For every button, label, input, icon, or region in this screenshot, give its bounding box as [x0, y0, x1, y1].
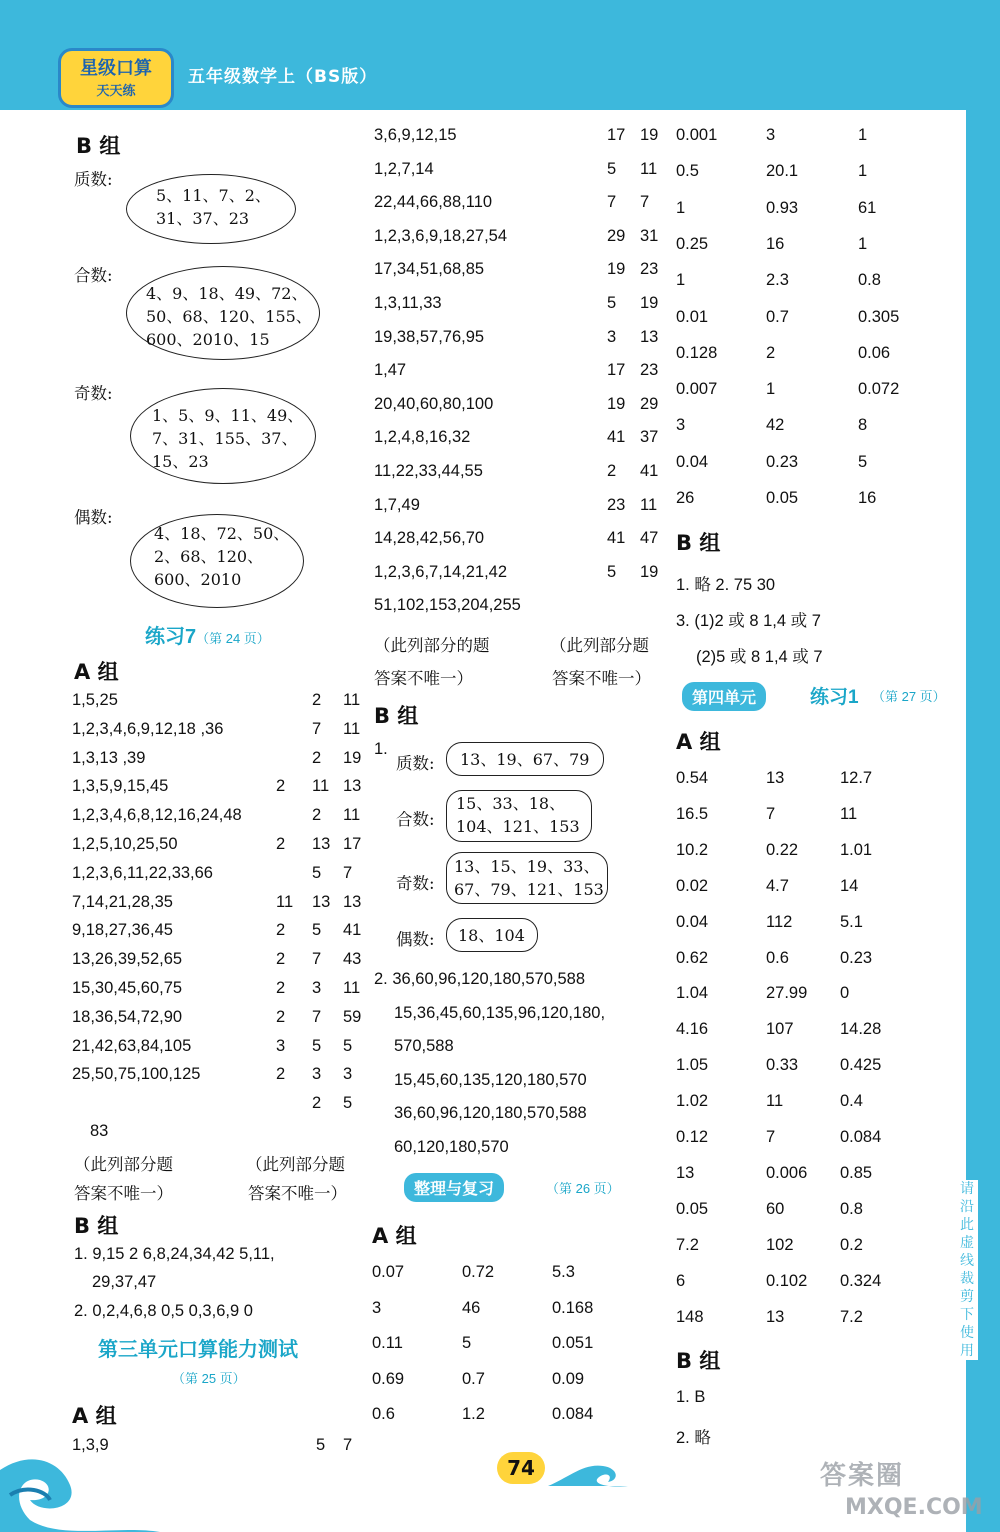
answer-value: 19 [640, 126, 659, 144]
multiple-list: 17,34,51,68,85 [374, 260, 485, 279]
calc-answer: 1.2 [462, 1405, 485, 1423]
col1-b-group2: B 组 [74, 1214, 119, 1238]
multiple-list: 1,2,7,14 [374, 159, 434, 178]
watermark-logo: 答案圈 [820, 1461, 905, 1491]
col2-b-group: B 组 [374, 704, 419, 728]
calc-answer: 13 [766, 769, 785, 787]
odd-line3: 15、23 [152, 452, 209, 471]
answer-value: 11 [640, 159, 658, 178]
factor-list: 15,30,45,60,75 [72, 979, 183, 997]
calc-answer: 2 [766, 343, 776, 362]
calc-answer: 0.006 [766, 1163, 808, 1182]
col2-even-val: 18、104 [458, 926, 525, 945]
answer-value: 7 [312, 950, 322, 969]
col1-b1-line2: 29,37,47 [92, 1273, 157, 1291]
col1-num83: 83 [90, 1122, 109, 1140]
col3-b2-2: 2. 略 [676, 1429, 711, 1447]
composite-label: 合数: [74, 266, 113, 285]
calc-answer: 1 [858, 234, 868, 253]
calc-answer: 0.05 [766, 489, 799, 507]
calc-answer: 0.168 [552, 1298, 594, 1317]
answer-value: 31 [640, 226, 659, 245]
unit4-exercise: 练习1 [810, 687, 859, 708]
calc-answer: 61 [858, 198, 877, 217]
calc-answer: 0.23 [766, 452, 799, 471]
calc-answer: 0.324 [840, 1271, 882, 1290]
calc-answer: 3 [766, 126, 776, 144]
multiple-list: 19,38,57,76,95 [374, 327, 485, 346]
factor-list: 18,36,54,72,90 [72, 1007, 183, 1026]
answer-value: 41 [607, 428, 626, 447]
calc-answer: 10.2 [676, 840, 709, 859]
odd-line1: 1、5、9、11、49、 [152, 406, 304, 425]
calc-answer: 0.22 [766, 840, 799, 859]
col1-note-a1: （此列部分题 [74, 1156, 173, 1174]
answer-value: 2 [607, 462, 617, 480]
review-title: 整理与复习 [404, 1173, 504, 1202]
prime-label: 质数: [74, 170, 113, 189]
calc-answer: 11 [766, 1092, 784, 1111]
col2-composite-line2: 104、121、153 [456, 817, 580, 836]
col2-odd-label: 奇数: [396, 874, 435, 893]
calc-answer: 0.7 [462, 1369, 485, 1388]
calc-answer: 0.8 [858, 271, 881, 290]
answer-value: 19 [343, 748, 362, 767]
calc-answer: 112 [766, 912, 793, 931]
calc-answer: 16 [766, 234, 785, 253]
col3-b-group: B 组 [676, 531, 721, 555]
answer-value: 2 [276, 835, 286, 853]
calc-answer: 0.04 [676, 912, 709, 931]
col3-b2-1: 1. B [676, 1388, 706, 1406]
calc-answer: 27.99 [766, 984, 808, 1003]
col2-b2-line1: 2. 36,60,96,120,180,570,588 [374, 970, 586, 988]
calc-answer: 4.16 [676, 1020, 709, 1039]
answer-value: 7 [607, 193, 617, 212]
even-label: 偶数: [74, 508, 113, 527]
answer-value: 2 [276, 777, 286, 796]
calc-answer: 102 [766, 1235, 794, 1254]
prime-line2: 31、37、23 [156, 209, 250, 228]
calc-answer: 0.007 [676, 380, 718, 399]
answer-value: 19 [640, 562, 659, 581]
col3-a-group: A 组 [676, 730, 721, 754]
calc-answer: 14 [840, 876, 859, 895]
answer-value: 7 [640, 193, 650, 212]
multiple-list: 3,6,9,12,15 [374, 126, 457, 144]
answer-value: 3 [276, 1036, 286, 1055]
factor-list: 9,18,27,36,45 [72, 921, 173, 940]
answer-value: 5 [343, 1036, 353, 1055]
odd-line2: 7、31、155、37、 [152, 429, 298, 448]
answer-value: 29 [640, 394, 659, 413]
calc-answer: 0.425 [840, 1056, 882, 1075]
calc-answer: 13 [676, 1163, 695, 1182]
multiple-list: 11,22,33,44,55 [374, 462, 483, 480]
answer-value: 3 [312, 1065, 322, 1084]
calc-answer: 14.28 [840, 1020, 882, 1039]
odd-label: 奇数: [74, 384, 113, 403]
calc-answer: 0.09 [552, 1369, 585, 1388]
answer-value: 5 [312, 1036, 322, 1055]
answer-value: 11 [343, 806, 361, 825]
factor-list: 1,3,5,9,15,45 [72, 777, 169, 796]
calc-answer: 0.25 [676, 234, 709, 253]
factor-list: 1,2,5,10,25,50 [72, 835, 178, 853]
unit3-test-page: （第 25 页） [172, 1371, 246, 1386]
answer-value: 23 [640, 260, 659, 279]
unit3-test-title: 第三单元口算能力测试 [98, 1339, 298, 1361]
col1-last-row-b: 7 [343, 1436, 353, 1454]
answer-value: 41 [640, 462, 659, 480]
calc-answer: 0.07 [372, 1263, 405, 1281]
answer-value: 2 [312, 748, 322, 767]
answer-value: 2 [276, 1065, 286, 1084]
factor-list: 13,26,39,52,65 [72, 950, 183, 969]
col2-note-b1: （此列部分题 [550, 637, 649, 655]
even-line1: 4、18、72、50、 [154, 524, 290, 543]
answer-value: 7 [312, 1007, 322, 1026]
calc-answer: 1 [676, 198, 686, 217]
calc-answer: 0.23 [840, 948, 873, 967]
calc-answer: 0.85 [840, 1163, 873, 1182]
answer-value: 3 [607, 327, 617, 346]
factor-list: 1,3,13 ,39 [72, 748, 146, 767]
calc-answer: 0.084 [552, 1405, 594, 1423]
col3-b3-line1: 3. (1)2 或 8 1,4 或 7 [676, 612, 821, 630]
answer-value: 43 [343, 950, 362, 969]
calc-answer: 7.2 [676, 1235, 699, 1254]
answer-value: 47 [640, 529, 659, 548]
exercise7-title: 练习7 [145, 626, 197, 648]
calc-answer: 3 [372, 1298, 382, 1317]
calc-answer: 16 [858, 489, 877, 507]
col1-note-b2: 答案不唯一） [248, 1185, 347, 1203]
answer-value: 23 [607, 495, 626, 514]
even-line3: 600、2010 [154, 570, 242, 589]
calc-answer: 0.5 [676, 162, 699, 181]
logo-title: 星级口算 [80, 58, 152, 79]
calc-answer: 13 [766, 1307, 785, 1326]
col2-prime-label: 质数: [396, 754, 435, 773]
multiple-list: 1,3,11,33 [374, 294, 442, 312]
calc-answer: 5.1 [840, 912, 863, 931]
book-title: 五年级数学上（BS版） [188, 67, 378, 87]
calc-answer: 5 [462, 1334, 472, 1352]
col2-note-a2: 答案不唯一） [374, 670, 473, 688]
calc-answer: 148 [676, 1307, 704, 1326]
col2-prime-val: 13、19、67、79 [460, 750, 590, 769]
calc-answer: 1.02 [676, 1092, 709, 1111]
col1-a-group3: A 组 [72, 1404, 117, 1428]
calc-answer: 20.1 [766, 162, 799, 181]
calc-answer: 5 [858, 452, 868, 471]
calc-answer: 107 [766, 1020, 794, 1039]
calc-answer: 0.051 [552, 1334, 594, 1352]
calc-answer: 60 [766, 1199, 785, 1218]
answer-value: 2 [276, 950, 286, 969]
multiple-list: 22,44,66,88,110 [374, 193, 493, 212]
col2-a-group: A 组 [372, 1224, 417, 1248]
answer-value: 2 [276, 1007, 286, 1026]
calc-answer: 0.001 [676, 126, 718, 144]
answer-value: 5 [343, 1094, 353, 1113]
col2-b2-line6: 60,120,180,570 [394, 1138, 509, 1156]
factor-list: 1,5,25 [72, 691, 118, 709]
calc-answer: 8 [858, 416, 868, 435]
composite-line2: 50、68、120、155、 [146, 307, 312, 326]
calc-answer: 0.05 [676, 1199, 709, 1218]
answer-value: 5 [312, 863, 322, 882]
col1-b1-line1: 1. 9,15 2 6,8,24,34,42 5,11, [74, 1245, 275, 1263]
answer-value: 3 [312, 979, 322, 997]
answer-value: 13 [343, 892, 362, 911]
review-page: （第 26 页） [546, 1181, 620, 1196]
answer-value: 2 [276, 979, 286, 997]
calc-answer: 1.05 [676, 1056, 709, 1075]
answer-value: 13 [343, 777, 362, 796]
factor-list: 7,14,21,28,35 [72, 892, 173, 911]
answer-value: 2 [312, 1094, 322, 1113]
prime-line1: 5、11、7、2、 [156, 186, 271, 205]
calc-answer: 0.62 [676, 948, 709, 967]
answer-value: 5 [607, 562, 617, 581]
calc-answer: 0.7 [766, 307, 789, 326]
factor-list: 25,50,75,100,125 [72, 1065, 201, 1084]
answer-value: 11 [276, 892, 294, 911]
multiple-list: 51,102,153,204,255 [374, 596, 521, 615]
answer-value: 2 [312, 691, 322, 709]
cut-note: 请沿此虚线裁剪下使用 [956, 1180, 978, 1360]
calc-answer: 0.12 [676, 1128, 709, 1146]
answer-value: 7 [312, 719, 322, 738]
answer-value: 19 [607, 260, 626, 279]
answer-value: 59 [343, 1007, 362, 1026]
answer-value: 5 [607, 159, 617, 178]
calc-answer: 0.02 [676, 876, 709, 895]
col1-b-group: B 组 [76, 134, 121, 158]
exercise7-page: （第 24 页） [196, 631, 270, 646]
calc-answer: 0.93 [766, 198, 799, 217]
multiple-list: 1,2,3,6,7,14,21,42 [374, 562, 508, 581]
answer-value: 17 [607, 361, 626, 380]
answer-value: 2 [276, 921, 286, 940]
calc-answer: 46 [462, 1298, 481, 1317]
col3-b1: 1. 略 2. 75 30 [676, 576, 776, 594]
col1-last-row-nums: 1,3,9 [72, 1436, 109, 1454]
col3-b-group2: B 组 [676, 1349, 721, 1373]
factor-list: 1,2,3,4,6,8,12,16,24,48 [72, 806, 242, 825]
col2-composite-label: 合数: [396, 810, 435, 829]
calc-answer: 1 [766, 380, 776, 399]
answer-value: 13 [640, 327, 659, 346]
answer-value: 5 [312, 921, 322, 940]
col3-b3-line2: (2)5 或 8 1,4 或 7 [696, 648, 823, 666]
answer-value: 3 [343, 1065, 353, 1084]
answer-value: 11 [343, 719, 361, 738]
answer-value: 5 [607, 294, 617, 312]
factor-list: 1,2,3,6,11,22,33,66 [72, 863, 213, 882]
col2-b2-line2: 15,36,45,60,135,96,120,180, [394, 1004, 606, 1022]
calc-answer: 0.11 [372, 1334, 403, 1352]
calc-answer: 0.6 [372, 1405, 395, 1423]
multiple-list: 20,40,60,80,100 [374, 394, 494, 413]
calc-answer: 0 [840, 984, 850, 1003]
col1-last-row-a: 5 [316, 1436, 326, 1454]
col2-b1-num: 1. [374, 740, 388, 758]
composite-line3: 600、2010、15 [146, 330, 270, 349]
calc-answer: 4.7 [766, 876, 789, 895]
answer-value: 19 [640, 294, 659, 312]
unit4-page: （第 27 页） [872, 689, 946, 704]
unit4-title: 第四单元 [682, 682, 766, 711]
answer-value: 11 [343, 691, 361, 709]
calc-answer: 1 [858, 126, 868, 144]
wave-decoration [0, 1440, 160, 1532]
answer-value: 13 [312, 835, 331, 853]
answer-value: 37 [640, 428, 659, 447]
page-number: 74 [497, 1452, 545, 1484]
answer-value: 17 [607, 126, 626, 144]
calc-answer: 26 [676, 489, 695, 507]
calc-answer: 0.4 [840, 1092, 863, 1111]
calc-answer: 0.06 [858, 343, 891, 362]
calc-answer: 1.01 [840, 840, 873, 859]
answer-value: 41 [343, 921, 362, 940]
calc-answer: 1 [676, 271, 686, 290]
multiple-list: 14,28,42,56,70 [374, 529, 485, 548]
calc-answer: 42 [766, 416, 785, 435]
col2-b2-line3: 570,588 [394, 1037, 454, 1055]
exercise7-heading [145, 620, 270, 649]
calc-answer: 0.128 [676, 343, 718, 362]
calc-answer: 0.2 [840, 1235, 863, 1254]
calc-answer: 1.04 [676, 984, 709, 1003]
answer-value: 2 [312, 806, 322, 825]
multiple-list: 1,47 [374, 361, 407, 380]
calc-answer: 0.72 [462, 1263, 495, 1281]
answer-value: 11 [343, 979, 361, 997]
answer-value: 7 [343, 863, 353, 882]
composite-line1: 4、9、18、49、72、 [146, 284, 308, 303]
calc-answer: 7 [766, 1128, 776, 1146]
watermark-url: MXQE.COM [845, 1495, 983, 1520]
logo-subtitle: 天天练 [96, 84, 136, 99]
calc-answer: 3 [676, 416, 686, 435]
calc-answer: 0.084 [840, 1128, 882, 1146]
col2-note-a1: （此列部分的题 [374, 637, 490, 655]
calc-answer: 0.01 [676, 307, 709, 326]
col1-b2-line: 2. 0,2,4,6,8 0,5 0,3,6,9 0 [74, 1302, 253, 1320]
answer-value: 11 [312, 777, 330, 796]
calc-answer: 2.3 [766, 271, 789, 290]
calc-answer: 0.072 [858, 380, 900, 399]
even-line2: 2、68、120、 [154, 547, 264, 566]
calc-answer: 0.6 [766, 948, 789, 967]
answer-value: 41 [607, 529, 626, 548]
calc-answer: 0.102 [766, 1271, 808, 1290]
answer-value: 19 [607, 394, 626, 413]
calc-answer: 0.8 [840, 1199, 863, 1218]
answer-value: 29 [607, 226, 626, 245]
col2-composite-line1: 15、33、18、 [456, 794, 566, 813]
factor-list: 21,42,63,84,105 [72, 1036, 192, 1055]
answer-value: 13 [312, 892, 331, 911]
calc-answer: 0.54 [676, 769, 709, 787]
col2-odd-line1: 13、15、19、33、 [454, 857, 600, 876]
answer-value: 23 [640, 361, 659, 380]
calc-answer: 1 [858, 162, 868, 181]
answer-value: 17 [343, 835, 362, 853]
factor-list: 1,2,3,4,6,9,12,18 ,36 [72, 719, 224, 738]
answer-value: 11 [640, 495, 658, 514]
calc-answer: 7.2 [840, 1307, 863, 1326]
calc-answer: 16.5 [676, 804, 709, 823]
calc-answer: 11 [840, 804, 858, 823]
col1-note-a2: 答案不唯一） [74, 1185, 173, 1203]
calc-answer: 7 [766, 804, 776, 823]
col2-note-b2: 答案不唯一） [552, 670, 651, 688]
calc-answer: 0.33 [766, 1056, 799, 1075]
calc-answer: 0.305 [858, 307, 900, 326]
calc-answer: 12.7 [840, 769, 873, 787]
multiple-list: 1,2,3,6,9,18,27,54 [374, 226, 508, 245]
multiple-list: 1,2,4,8,16,32 [374, 428, 471, 447]
calc-answer: 0.69 [372, 1369, 405, 1388]
small-wave-icon [548, 1458, 628, 1488]
col2-b2-line4: 15,45,60,135,120,180,570 [394, 1071, 587, 1089]
multiple-list: 1,7,49 [374, 495, 420, 514]
col2-odd-line2: 67、79、121、153 [454, 880, 604, 899]
col2-even-label: 偶数: [396, 930, 435, 949]
calc-answer: 5.3 [552, 1263, 575, 1281]
col1-a-group: A 组 [74, 660, 119, 684]
calc-answer: 6 [676, 1271, 686, 1290]
col2-b2-line5: 36,60,96,120,180,570,588 [394, 1104, 587, 1122]
calc-answer: 0.04 [676, 452, 709, 471]
col1-note-b1: （此列部分题 [246, 1156, 345, 1174]
